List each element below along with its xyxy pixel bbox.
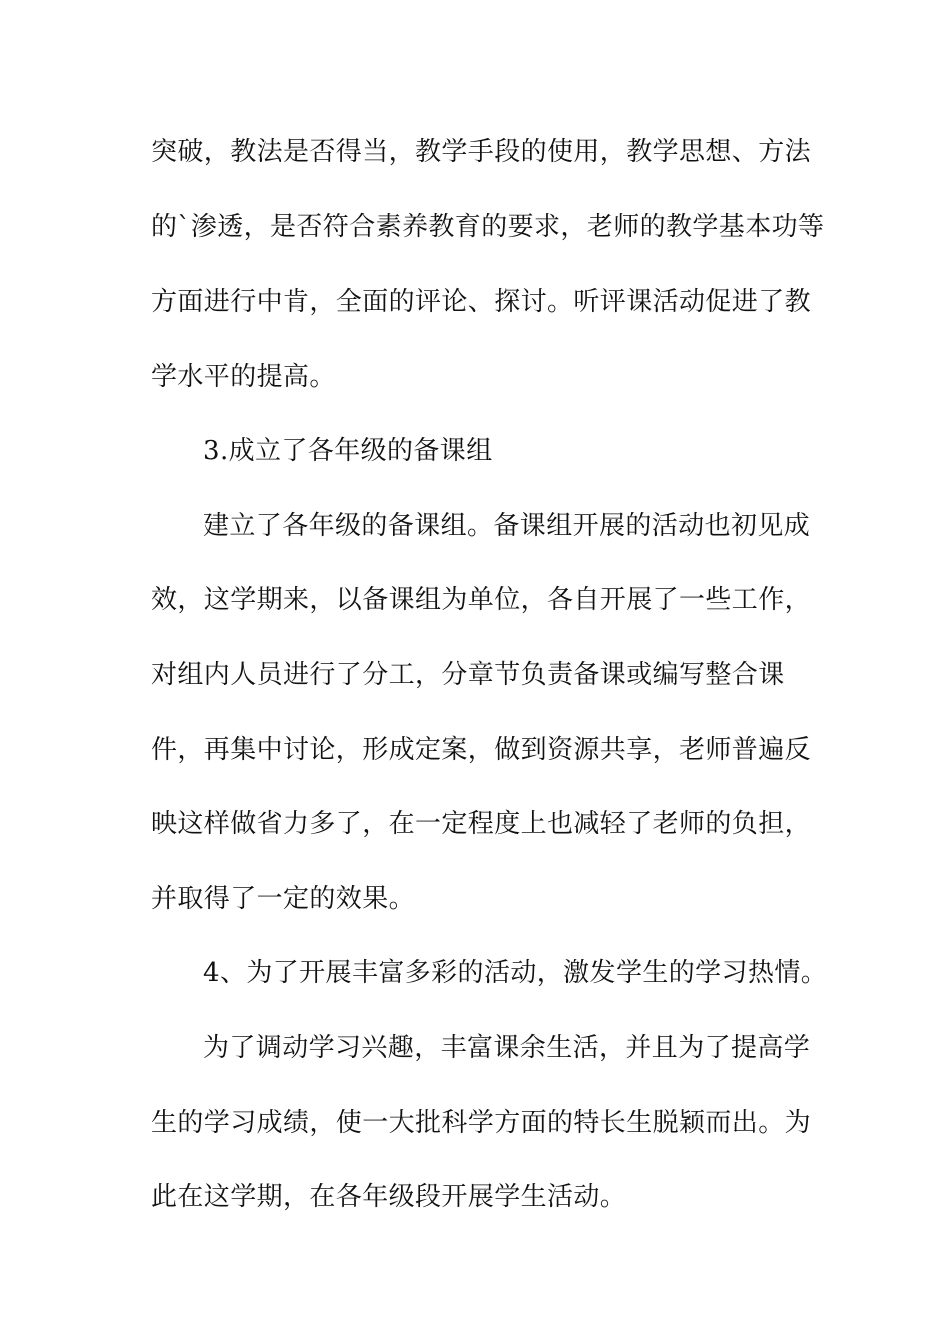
text-line: 生的学习成绩，使一大批科学方面的特长生脱颖而出。为 — [151, 1108, 812, 1138]
text-line: 的`渗透，是否符合素养教育的要求，老师的教学基本功等 — [151, 212, 825, 242]
text-line: 效，这学期来，以备课组为单位，各自开展了一些工作， — [151, 585, 812, 615]
section-heading: 3.成立了各年级的备课组 — [203, 436, 493, 466]
text-line: 件，再集中讨论，形成定案，做到资源共享，老师普遍反 — [151, 735, 812, 765]
text-line: 建立了各年级的备课组。备课组开展的活动也初见成 — [203, 511, 811, 541]
text-line: 对组内人员进行了分工，分章节负责备课或编写整合课 — [151, 660, 785, 690]
text-line: 突破，教法是否得当，教学手段的使用，教学思想、方法 — [151, 137, 812, 167]
text-line: 为了调动学习兴趣，丰富课余生活，并且为了提高学 — [203, 1033, 811, 1063]
text-line: 此在这学期，在各年级段开展学生活动。 — [151, 1182, 627, 1212]
text-line: 方面进行中肯，全面的评论、探讨。听评课活动促进了教 — [151, 287, 812, 317]
section-heading: 4、为了开展丰富多彩的活动，激发学生的学习热情。 — [203, 958, 828, 988]
text-line: 并取得了一定的效果。 — [151, 884, 416, 914]
text-line: 学水平的提高。 — [151, 362, 336, 392]
text-line: 映这样做省力多了，在一定程度上也减轻了老师的负担， — [151, 809, 812, 839]
